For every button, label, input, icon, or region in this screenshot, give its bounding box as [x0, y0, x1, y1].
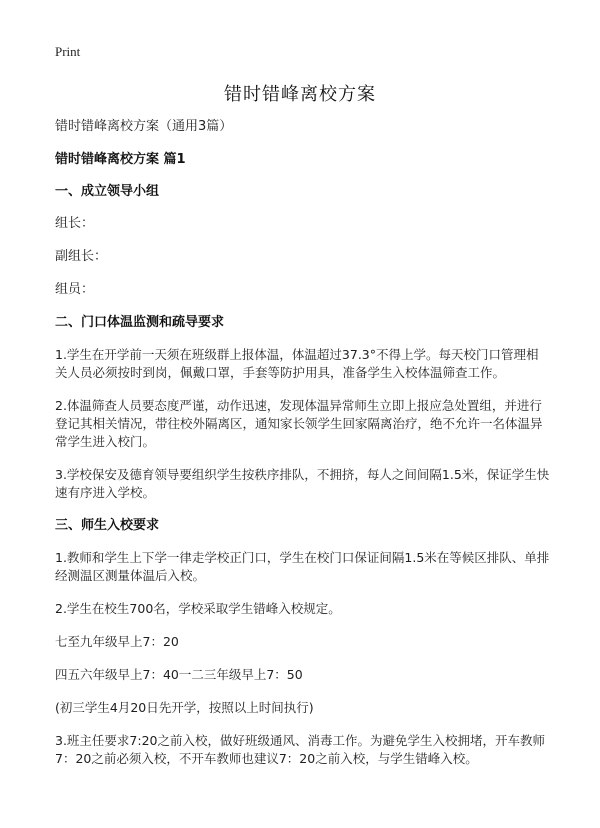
document-body [55, 118, 550, 783]
role-deputy-leader: 副组长： [55, 249, 108, 264]
paragraph: 2.学生在校生700名，学校采取学生错峰入校规定。 [55, 601, 341, 616]
section-heading: 二、门口体温监测和疏导要求 [55, 315, 225, 330]
print-label[interactable]: Print [55, 44, 81, 59]
paragraph: 1.教师和学生上下学一律走学校正门口，学生在校门口保证间隔1.5米在等候区排队、单排经测温区测量体温后入校。 [55, 550, 550, 583]
paragraph: 2.体温筛查人员要态度严谨，动作迅速，发现体温异常师生立即上报应急处置组，并进行登记其相关情况，带往校外隔离区，通知家长领学生回家隔离治疗，绝不允许一名体温异常学生进入校门。 [55, 398, 543, 449]
role-leader: 组长： [55, 216, 95, 231]
article-heading: 错时错峰离校方案 篇1 [55, 152, 186, 167]
paragraph: 3.班主任要求7:20之前入校，做好班级通风、消毒工作。为避免学生入校拥堵，开车教师7：20之前必须入校，不开车教师也建议7：20之前入校，与学生错峰入校。 [55, 733, 545, 766]
paragraph: 3.学校保安及德育领导要组织学生按秩序排队，不拥挤，每人之间间隔1.5米，保证学生快速有序进入学校。 [55, 467, 550, 500]
paragraph: 1.学生在开学前一天须在班级群上报体温，体温超过37.3°不得上学。每天校门口管理相关人员必须按时到岗，佩戴口罩，手套等防护用具，准备学生入校体温筛查工作。 [55, 347, 539, 380]
schedule-line: 四五六年级早上7：40一二三年级早上7：50 [55, 667, 303, 682]
schedule-line: 七至九年级早上7：20 [55, 634, 179, 649]
section-heading: 三、师生入校要求 [55, 518, 160, 533]
document-subtitle: 错时错峰离校方案（通用3篇） [55, 119, 233, 134]
document-title: 错时错峰离校方案 [224, 84, 376, 105]
section-heading: 一、成立领导小组 [55, 184, 160, 199]
schedule-note: (初三学生4月20日先开学，按照以上时间执行) [55, 700, 314, 715]
role-members: 组员： [55, 282, 95, 297]
